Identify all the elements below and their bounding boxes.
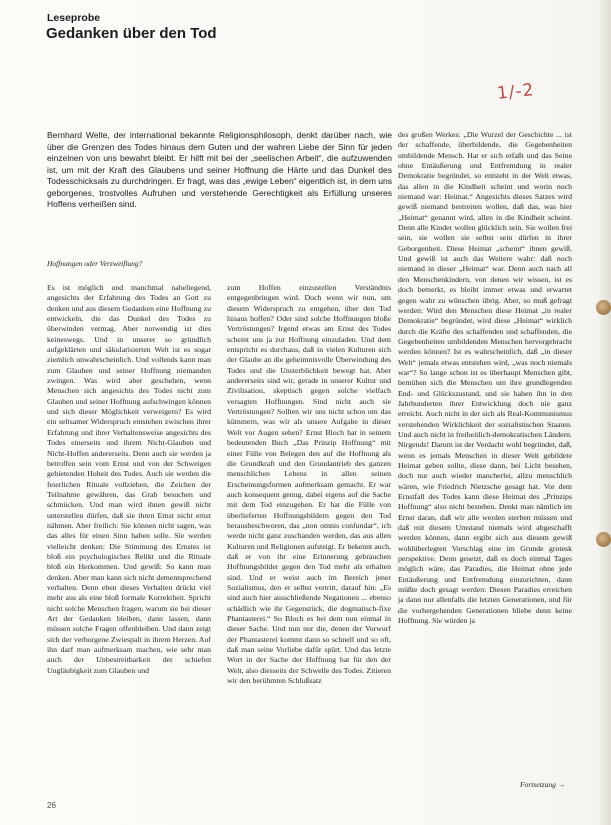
- intro-paragraph: Bernhard Welte, der international bekannte Religionsphilosoph, denkt darüber nach, wie über die Grenzen des Todes hinaus dem Guten und der wahren Liebe der Sinn für jeden einzelnen von uns bewahrt bleibt. Er hilft mit bei der „seelischen Arbeit“, die aufzuwenden ist, um mit der Kraft des Glaubens und seiner Hoffnung die Härte und das Dunkel des Todesschicksals zu durchdringen. Er fragt, was das „ewige Leben“ eigentlich ist, in dem uns geborgenes, trostvolles Aufruhen und verstehende Gerechtigkeit als Erfüllung unseres Hoffens verheißen sind.: [47, 130, 392, 209]
- article-title: Gedanken über den Tod: [46, 25, 217, 42]
- article-column-3: des großen Werkes: „Die Wurzel der Geschichte ... ist der schaffende, überbildende, die Gegebenheiten umbildende Mensch. Hat er sich erfaßt und das Seine ohne Entäußerung und Entfremdung in realer Demokratie begründet, so entsteht in der Welt etwas, das allen in die Kindheit scheint und worin noch niemand war: Heimat.“ Angesichts dieses Satzes wird gewiß niemand bestreiten wollen, daß das, was hier „Heimat“ genannt wird, allen in die Kindheit scheint. Denn alle Kinder wollen glücklich sein. Sie wollen frei sein, sie wollen sie selbst sein dürfen in ihrer Geborgenheit. Diese Heimat „scheint“ ihnen gewiß. Und gewiß ist auch das Weitere wahr: daß noch niemand in dieser „Heimat“ war. Denn auch nach all den Menschenkindern, von denen wir wissen, ist es doch bemerkt, es bleibt immer etwas und erwartet gegen wahr zu wünschen übrig. Aber, so muß gefragt werden: Wird den Menschen diese Heimat „in realer Demokratie“ begründet, wird diese „Heimat“ wirklich durch die Kräfte des schaffenden und schaffenden, die Gegebenheiten umbildenden Menschen hervorgebracht werden können? Ist es wahrscheinlich, daß „in dieser Welt“ jemals etwas entstehen wird, „was noch niemals war“? So lange schon ist es überhaupt Menschen gibt, bemühen sich die Menschen um ihre grundlegenden End- und Glückszustand, und sie haben ihn in den Jahrhunderten ihrer Entwicklung doch nie ganz erreicht. Auch nicht in der sich als Real-Kommunismus verstehenden Wirklichkeit der sozialistischen Staaten. Und auch nicht in freiheitlich-demokratischen Ländern. Nirgends! Darum ist der Verdacht wohl begründet, daß, wenn es jemals Menschen in dieser Welt gebildete Heimat geben sollte, diese dann, bei Licht besehen, doch nur auch wieder mancherlei, allzu menschlich wären, wie Friedrich Nietzsche gesagt hat. Vor dem Ernstfall des Todes kann diese Heimat des „Prinzips Hoffnung“ also nicht bestehen. Denkt man nämlich im Ernst daran, daß wir alle werden sterben müssen und daß mit diesem Umstand niemals wird abgeschafft werden können, dann ergibt sich aus diesem gewiß wohlüberlegten Vorschlag eine im Grunde grotesk perspektive. Denn gesetzt, daß es doch einmal Tages möglich wäre, das Paradies, die Heimat ohne jede Entäußerung und Entfremdung einzurichten, dann müßte doch gesagt werden: Diesen Paradies erreichen ja dann nur allenfalls die letzten Generationen, und für die vorhergehenden Generationen bliebe denn keine Hoffnung. Sie würden ja: [398, 130, 572, 626]
- binder-hole-top: [596, 300, 611, 315]
- article-column-1: Es ist möglich und manchmal naheliegend, angesichts der Erfahrung des Todes an Gott zu denken und aus diesem Gedanken eine Hoffnung zu entwickeln, die das Dunkel des Todes zu überwinden vermag. Aber notwendig ist dies keineswegs. Und in unserer so gründlich aufgeklärten und säkularisierten Welt ist es sogar ziemlich unwahrscheinlich. Und vollends kann man zum Glauben und seiner Hoffnung niemanden zwingen. Was wird aber geschehen, wenn Menschen sich angesichts des Todes nicht zum Glauben und seiner Hoffnung aufschwingen können und sich dieser Möglichkeit verweigern? Es wird ein seltsamer Widerspruch entstehen zwischen ihrer Erfahrung und ihrer Verhaltensweise angesichts des Todes einerseits und ihrem Nicht-Glauben und Nicht-Hoffen andererseits. Denn auch sie werden ja betroffen sein vom Ernst und von der Schweigen gebietenden Hoheit des Todes. Auch sie werden die feierlichen Rituale vollziehen, die Zeichen der Teilnahme gewähren, das Grab besuchen und schmücken. Und man wird ihnen gewiß nicht unterstellen dürfen, daß sie ihren Ernst nicht ernst nähmen. Aber freilich: Sie können nicht sagen, was das alles für einen Sinn haben solle. Sie werden vielleicht denken: Die Stimmung des Ernstes ist bloß ein psychologisches Relikt und die Rituale bloß ein Herkommen. Und gewiß: So kann man denken. Aber man kann sich nicht dementsprechend verhalten. Denn eben dieses Verhalten drückt viel mehr aus als eine bloß formale Korrektheit. Spricht nicht solche Menschen fragen, warum sie bei dieser Art der Gedanken bleiben, dann lassen, dann müssen solche Fragen offenbleiben. Und dann zeigt sich der verborgene Zwiespalt in ihrem Herzen. Auf ihn darf man aufmerksam machen, wie sehr man auch der Unbestreitbarkeit der schiefen Ungläubigkeit zum Glauben und: [47, 283, 211, 675]
- handwritten-note: 1/-2: [496, 80, 536, 104]
- continued-marker: Fortsetzung →: [520, 780, 566, 789]
- binder-hole-bottom: [596, 532, 611, 547]
- page-number: 26: [47, 801, 56, 810]
- article-column-2: zum Hoffen einzustellen Verständnis entgegenbringen wird. Doch wenn wir nun, um diesem Widerspruch zu entgehen, über den Tod hinaus hoffen? Oder sind solche Hoffnungen bloße Vertröstungen? Irgend etwas am Ernst des Todes scheint uns ja zur Hoffnung einzuladen. Und dem entspricht es durchaus, daß in vielen Kulturen sich der Glaube an die geheimnisvolle Überwindung des Todes und die Unsterblichkeit bewegt hat. Aber andererseits sind wir, gerade in unserer Kultur und Zivilisation, skeptisch gegen solche vielfach versagten Hoffnungen. Sind nicht auch sie Vertröstungen? Sollten wir uns nicht schon um das kümmern, was wir als unsere Aufgabe in dieser Welt vor Augen sehen? Ernst Bloch hat in seinem bedeutenden Buch „Das Prinzip Hoffnung“ mit einer Fülle von Belegen den auf die Hoffnung als die Grundkraft und den Grundantrieb des ganzen menschlichen Lebens in allen seinen Erscheinungsformen aufmerksam gemacht. Er war auch konsequent genug, dabei eigens auf die Sache mit dem Tod einzugehen. Er hat die Fülle von überlieferten Hoffnungsbildern gegen den Tod herausbeschworen, das „non omnis confundar“, ich werde nicht ganz zuschanden werden, das aus allen Kulturen und Religionen aufsteigt. Er bekennt auch, daß er von ihr eine Erinnerung gebrauchen Hoffnungsbilder gegen den Tod mehr als erhalten sind. Und er weist auch im Bereich jener Sozialismus, den er selbst vertritt, darauf hin: „Es sind auch hier ausschließende Negationen ... ebenso schädlich wie ihr Gegenstück, die dogmatisch-fixe Phantasterei.“ So Bloch es bei dem nun einmal in dieser Sache. Und nun nur die, denen der Vorwurf der Phantasterei kommt dann so schnell und so oft, daß man seine Vorliebe dafür spürt. Und das letzte Wort in der Sache der Hoffnung hat für den der Welt, also diesseits der Schwelle des Todes. Zitieren wir den berühmten Schlußsatz: [227, 283, 391, 686]
- section-kicker: Leseprobe: [47, 12, 101, 24]
- page-edge-shadow: [597, 0, 611, 825]
- section-subheading: Hoffnungen oder Verzweiflung?: [47, 259, 143, 268]
